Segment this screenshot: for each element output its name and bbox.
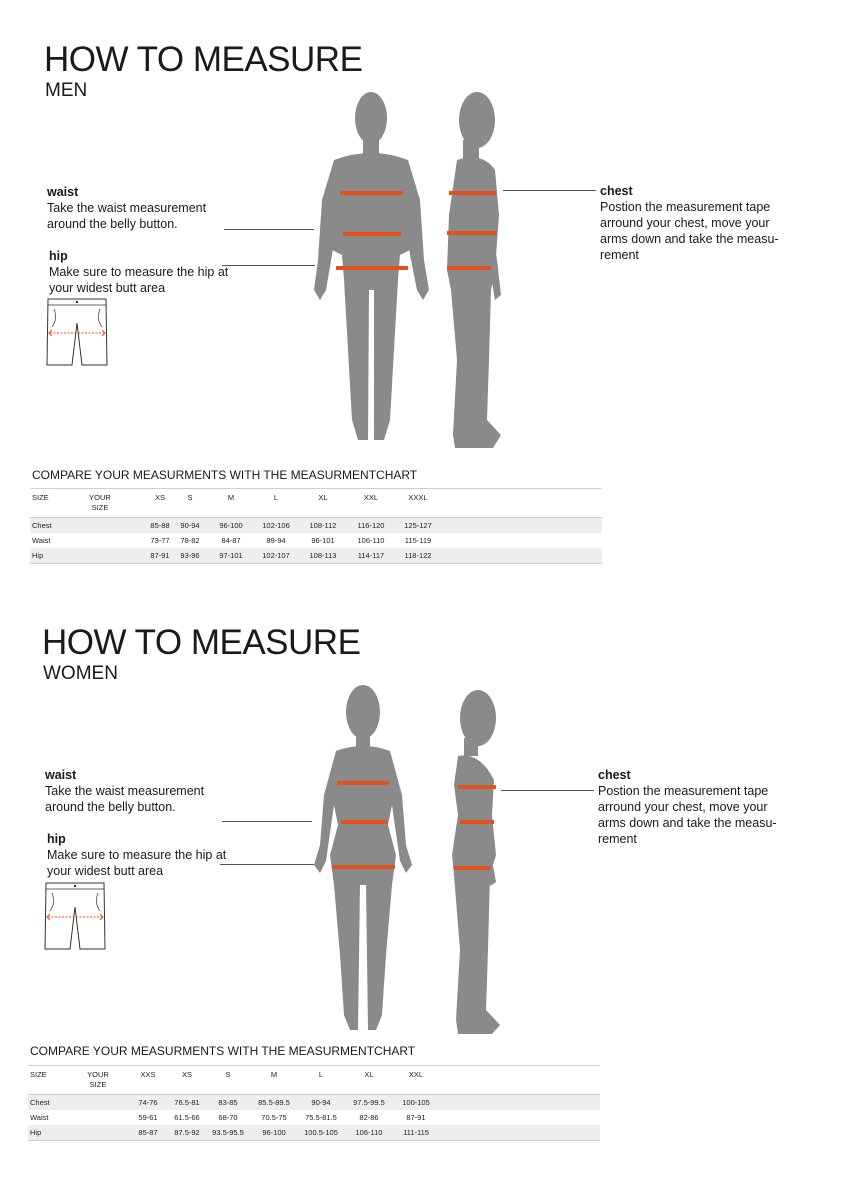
men-waist-label	[47, 184, 227, 232]
table-cell: 82-86	[359, 1113, 379, 1122]
men-size-col: XL	[318, 493, 328, 502]
table-cell: 89-94	[266, 536, 286, 545]
table-cell: 102-106	[262, 521, 290, 530]
men-table-header	[30, 488, 602, 518]
women-shorts-icon	[44, 881, 106, 951]
table-cell: 85-88	[150, 521, 170, 530]
men-shorts-icon	[46, 297, 108, 367]
women-waist-leader	[222, 821, 312, 822]
men-size-col: XXL	[363, 493, 379, 502]
table-cell: 61.5-66	[174, 1113, 200, 1122]
table-cell: 90-94	[311, 1098, 331, 1107]
row-label: Chest	[30, 1098, 50, 1107]
table-cell: 59-61	[138, 1113, 158, 1122]
table-row	[28, 1125, 600, 1141]
men-chest-heading: chest	[600, 184, 633, 198]
table-row	[30, 533, 602, 548]
women-chest-label	[598, 767, 778, 847]
table-cell: 68-70	[218, 1113, 238, 1122]
men-size-label: SIZE	[32, 493, 49, 502]
men-chest-leader	[503, 190, 596, 191]
table-cell: 78-82	[180, 536, 200, 545]
table-row	[28, 1110, 600, 1125]
men-size-table	[30, 488, 602, 564]
row-label: Hip	[32, 551, 44, 560]
women-subtitle: WOMEN	[43, 663, 118, 684]
women-table-header	[28, 1065, 600, 1095]
table-cell: 115-119	[404, 536, 432, 545]
men-side-body-figure	[443, 90, 513, 452]
table-cell: 93.5-95.5	[212, 1128, 244, 1137]
table-cell: 116-120	[357, 521, 385, 530]
table-cell: 108-112	[309, 521, 337, 530]
table-cell: 111-115	[403, 1128, 429, 1137]
table-cell: 73-77	[150, 536, 170, 545]
men-chest-label	[600, 183, 780, 263]
table-cell: 74-76	[138, 1098, 158, 1107]
men-size-col: L	[273, 493, 279, 502]
women-waist-label	[45, 767, 225, 815]
women-side-body-figure	[450, 690, 510, 1035]
table-cell: 96-101	[311, 536, 335, 545]
row-label: Chest	[32, 521, 52, 530]
men-hip-label	[49, 248, 229, 296]
men-your-size-label: YOUR SIZE	[89, 493, 111, 512]
table-cell: 85-87	[138, 1128, 158, 1137]
men-waist-text: Take the waist measurement around the belly button.	[47, 201, 207, 231]
women-hip-label	[47, 831, 227, 879]
men-size-col: S	[187, 493, 193, 502]
table-cell: 97-101	[219, 551, 243, 560]
men-size-col: XXXL	[408, 493, 428, 502]
women-chest-heading: chest	[598, 768, 631, 782]
women-front-body-figure	[312, 685, 416, 1035]
women-chest-text: Postion the measurement tape arround your chest, move your arms down and take the measu-rement	[598, 784, 777, 846]
women-hip-text: Make sure to measure the hip at your widest butt area	[47, 848, 227, 878]
women-size-label: SIZE	[30, 1070, 47, 1079]
table-cell: 75.5-81.5	[305, 1113, 337, 1122]
women-waist-heading: waist	[45, 768, 77, 782]
table-cell: 85.5-89.5	[258, 1098, 290, 1107]
table-cell: 100.5-105	[304, 1128, 338, 1137]
men-hip-text: Make sure to measure the hip at your widest butt area	[49, 265, 229, 295]
men-size-col: M	[227, 493, 235, 502]
women-size-col: L	[318, 1070, 324, 1079]
row-label: Waist	[32, 536, 51, 545]
table-cell: 76.5-81	[174, 1098, 200, 1107]
table-cell: 70.5-75	[261, 1113, 287, 1122]
women-hip-leader	[220, 864, 314, 865]
men-compare-heading: COMPARE YOUR MEASURMENTS WITH THE MEASURMENTCHART	[32, 468, 418, 482]
men-size-col: XS	[154, 493, 165, 502]
table-row	[30, 548, 602, 564]
table-cell: 84-87	[221, 536, 241, 545]
women-waist-text: Take the waist measurement around the belly button.	[45, 784, 205, 814]
women-chest-leader	[501, 790, 594, 791]
men-waist-leader	[224, 229, 314, 230]
table-cell: 87-91	[406, 1113, 426, 1122]
women-title: HOW TO MEASURE	[42, 623, 361, 662]
table-cell: 102-107	[262, 551, 290, 560]
table-cell: 96-100	[262, 1128, 286, 1137]
men-hip-heading: hip	[49, 249, 68, 263]
table-cell: 106-110	[355, 1128, 383, 1137]
men-title: HOW TO MEASURE	[44, 40, 363, 79]
men-waist-heading: waist	[47, 185, 79, 199]
women-size-col: XXL	[408, 1070, 424, 1079]
men-front-body-figure	[314, 90, 429, 452]
women-size-col: S	[225, 1070, 231, 1079]
men-chest-text: Postion the measurement tape arround your chest, move your arms down and take the measu-rement	[600, 200, 779, 262]
table-cell: 125-127	[404, 521, 432, 530]
women-size-table	[28, 1065, 600, 1141]
men-hip-leader	[222, 265, 315, 266]
table-cell: 108-113	[309, 551, 337, 560]
table-cell: 118-122	[404, 551, 432, 560]
table-row	[28, 1095, 600, 1110]
row-label: Hip	[30, 1128, 42, 1137]
women-size-col: XS	[181, 1070, 192, 1079]
table-cell: 83-85	[218, 1098, 238, 1107]
table-cell: 106-110	[357, 536, 385, 545]
women-your-size-label: YOUR SIZE	[87, 1070, 109, 1089]
row-label: Waist	[30, 1113, 49, 1122]
women-size-col: XL	[364, 1070, 374, 1079]
women-size-col: M	[270, 1070, 278, 1079]
table-cell: 93-96	[180, 551, 200, 560]
table-cell: 100-105	[402, 1098, 430, 1107]
table-cell: 87-91	[150, 551, 170, 560]
men-subtitle: MEN	[45, 80, 88, 101]
table-cell: 87.5-92	[174, 1128, 200, 1137]
table-cell: 97.5-99.5	[353, 1098, 385, 1107]
women-size-col: XXS	[140, 1070, 156, 1079]
table-row	[30, 518, 602, 533]
table-cell: 114-117	[357, 551, 385, 560]
table-cell: 90-94	[180, 521, 200, 530]
women-hip-heading: hip	[47, 832, 66, 846]
table-cell: 96-100	[219, 521, 243, 530]
women-compare-heading: COMPARE YOUR MEASURMENTS WITH THE MEASURMENTCHART	[30, 1044, 416, 1058]
